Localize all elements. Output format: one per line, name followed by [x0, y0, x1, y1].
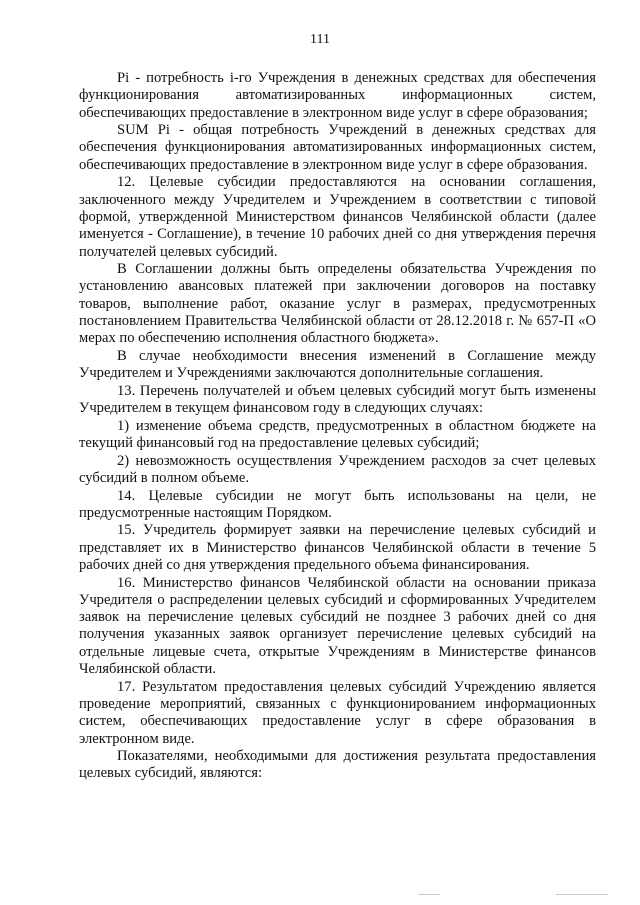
- paragraph-clause-15: 15. Учредитель формирует заявки на перечисление целевых субсидий и представляет их в Министерство финансов Челябинской области в течение 5 рабочих дней со дня утверждения предельного объема финансирования.: [79, 522, 596, 573]
- paragraph-clause-17: 17. Результатом предоставления целевых субсидий Учреждению является проведение мероприятий, связанных с функционированием информационных систем, обеспечивающих предоставление услуг в сфере образования в электронном виде.: [79, 678, 596, 747]
- page-number: 111: [310, 32, 330, 47]
- paragraph-sum-pi-definition: SUM Pi - общая потребность Учреждений в денежных средствах для обеспечения функционирования автоматизированных информационных систем, обеспечивающих предоставление в электронном виде услуг в сфере образования.: [79, 122, 596, 173]
- paragraph-pi-definition: Pi - потребность i-го Учреждения в денежных средствах для обеспечения функционирования автоматизированных информационных систем, обеспечивающих предоставление в электронном виде услуг в сфере образования;: [79, 70, 596, 121]
- paragraph-indicators-intro: Показателями, необходимыми для достижения результата предоставления целевых субсидий, являются:: [79, 748, 596, 782]
- paragraph-clause-13-case-2: 2) невозможность осуществления Учреждением расходов за счет целевых субсидий в полном объеме.: [79, 452, 596, 486]
- paragraph-clause-13-case-1: 1) изменение объема средств, предусмотренных в областном бюджете на текущий финансовый год на предоставление целевых субсидий;: [79, 417, 596, 452]
- body-text: [79, 70, 596, 783]
- paragraph-clause-13: 13. Перечень получателей и объем целевых субсидий могут быть изменены Учредителем в текущем финансовом году в следующих случаях:: [79, 382, 596, 417]
- scan-footer-marks: [0, 894, 640, 898]
- paragraph-additional-agreements: В случае необходимости внесения изменений в Соглашение между Учредителем и Учреждениями заключаются дополнительные соглашения.: [79, 347, 596, 382]
- paragraph-agreement-obligations: В Соглашении должны быть определены обязательства Учреждения по установлению авансовых платежей при заключении договоров на поставку товаров, выполнение работ, оказание услуг в размерах, предусмотренных постановлением Правительства Челябинской области от 28.12.2018 г. № 657-П «О мерах по обеспечению исполнения областного бюджета».: [79, 261, 596, 347]
- paragraph-clause-14: 14. Целевые субсидии не могут быть использованы на цели, не предусмотренные настоящим Порядком.: [79, 487, 596, 521]
- paragraph-clause-16: 16. Министерство финансов Челябинской области на основании приказа Учредителя о распределении целевых субсидий и сформированных Учредителем заявок на перечисление целевых субсидий не позднее 3 рабочих дней со дня получения указанных заявок организует перечисление целевых субсидий на отдельные лицевые счета, открытые Учреждениям в Министерстве финансов Челябинской области.: [79, 574, 596, 678]
- scan-mark-right: [556, 894, 608, 895]
- paragraph-clause-12: 12. Целевые субсидии предоставляются на основании соглашения, заключенного между Учредителем и Учреждением в соответствии с типовой формой, утвержденной Министерством финансов Челябинской области (далее именуется - Соглашение), в течение 10 рабочих дней со дня утверждения перечня получателей целевых субсидий.: [79, 174, 596, 260]
- scan-mark-left: [418, 894, 440, 895]
